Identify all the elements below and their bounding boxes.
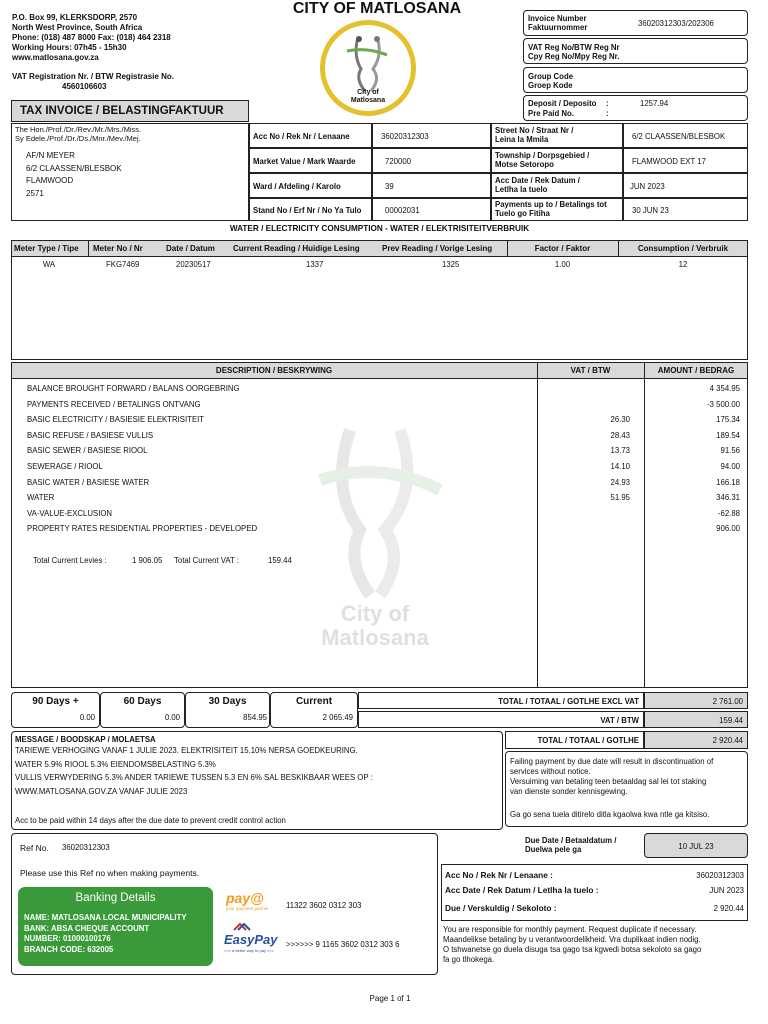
payments-label-cell: Payments up to / Betalings tot Tuelo go Fitiha [491, 198, 623, 221]
amount-header: AMOUNT / BEDRAG [657, 366, 735, 375]
charge-amount: 166.18 [716, 477, 740, 487]
remit-acc-date-value: JUN 2023 [709, 886, 744, 895]
charge-amount: 906.00 [716, 524, 740, 534]
charge-vat: 24.93 [610, 477, 630, 487]
invoice-number-box [523, 10, 748, 36]
aging-current [270, 692, 358, 728]
city-logo [320, 20, 416, 116]
due-date-value: 10 JUL 23 [678, 842, 714, 851]
customer-address-box [11, 123, 249, 221]
charge-description: BASIC WATER / BASIESE WATER [27, 477, 150, 487]
easypay-arrows-icon [232, 922, 252, 932]
aging-value: 2 065.49 [322, 713, 353, 722]
grand-total-value-cell: 2 920.44 [644, 731, 748, 749]
charge-description: VA-VALUE-EXCLUSION [27, 508, 113, 518]
date-header: Date / Datum [166, 244, 215, 253]
vat-header: VAT / BTW [570, 366, 611, 375]
remit-due-value: 2 920.44 [713, 904, 744, 913]
logo-text-line: Matlosana [350, 97, 386, 104]
bank-account-number: NUMBER: 01000100176 [24, 934, 111, 943]
street-value-cell: 6/2 CLAASSEN/BLESBOK [623, 123, 748, 148]
address-line: P.O. Box 99, KLERKSDORP, 2570 [12, 13, 138, 22]
total-excl-vat-label-cell: TOTAL / TOTAAL / GOTLHE EXCL VAT [358, 692, 644, 709]
ward-value-cell: 39 [372, 173, 491, 198]
invoice-title: TAX INVOICE / BELASTINGFAKTUUR [11, 100, 249, 122]
meter-type-header: Meter Type / Tipe [14, 244, 79, 253]
street-label-cell: Street No / Straat Nr / Leina la Mmila [491, 123, 623, 148]
warning-text: Failing payment by due date will result in discontinuation of services without notice. Versuiming van betaling teen betaaldag sal lei tot staking van dienste sonder kennisgewing. [510, 757, 714, 796]
charge-description: BASIC REFUSE / BASIESE VULLIS [27, 430, 154, 440]
vat-total-label-cell: VAT / BTW [358, 711, 644, 728]
remit-due-label: Due / Verskuldig / Sekoloto : [445, 903, 557, 913]
working-hours: Working Hours: 07h45 - 15h30 [12, 43, 127, 52]
deposit-box [523, 95, 748, 121]
title-options: The Hon./Prof./Dr./Rev./Mr./Mrs./Miss. Sy Edele./Prof./Dr./Ds./Mnr./Mev./Mej. [15, 125, 142, 143]
website: www.matlosana.gov.za [12, 53, 99, 62]
current-reading-header: Current Reading / Huidige Lesing [233, 244, 360, 253]
group-code-label: Group Code Groep Kode [528, 72, 574, 90]
stand-value-cell: 00002031 [372, 198, 491, 221]
ward-label-cell: Ward / Afdeling / Karolo [249, 173, 372, 198]
acc-date-label-cell: Acc Date / Rek Datum / Letlha la tuelo [491, 173, 623, 198]
township-label-cell: Township / Dorpsgebied / Motse Setoropo [491, 148, 623, 173]
consumption-header: Consumption / Verbruik [637, 244, 729, 253]
total-vat-value: 159.44 [268, 556, 292, 565]
vat-reg-label: VAT Reg No/BTW Reg Nr Cpy Reg No/Mpy Reg Nr. [528, 43, 620, 61]
charge-vat: 26.30 [610, 415, 630, 425]
charge-description: BALANCE BROUGHT FORWARD / BALANS OORGEBRING [27, 384, 240, 393]
charge-amount: 91.56 [720, 446, 740, 456]
easypay-tagline: >>> a better way to pay >>> [224, 948, 275, 953]
customer-suburb: FLAMWOOD [26, 176, 74, 185]
phone-fax: Phone: (018) 487 8000 Fax: (018) 464 2318 [12, 33, 171, 42]
deposit-colon: : [606, 99, 609, 108]
meter-type: WA [42, 260, 56, 269]
bank-branch-code: BRANCH CODE: 632005 [24, 944, 114, 954]
watermark-dancers-icon [290, 410, 460, 600]
deposit-label: Deposit / Deposito [528, 99, 597, 108]
logo-text-line: City of [357, 89, 379, 96]
payat-number: 11322 3602 0312 303 [286, 901, 362, 910]
charge-amount: 175.34 [716, 415, 740, 425]
acc-no-value-cell: 36020312303 [372, 123, 491, 148]
aging-value: 0.00 [164, 713, 180, 722]
deposit-value: 1257.94 [640, 99, 669, 108]
easypay-number: >>>>>> 9 1165 3602 0312 303 6 [286, 940, 400, 949]
vat-reg-box [523, 38, 748, 64]
payment-warning-box [505, 751, 748, 827]
stand-label-cell: Stand No / Erf Nr / No Ya Tulo [249, 198, 372, 221]
invoice-number-label: Invoice Number Faktuurnommer [528, 14, 588, 32]
charge-description: WATER [27, 493, 55, 503]
due-date-box [644, 833, 748, 858]
charge-amount: -62.88 [717, 508, 740, 518]
payments-value-cell: 30 JUN 23 [623, 198, 748, 221]
message-body: TARIEWE VERHOGING VANAF 1 JULIE 2023. ELEKTRISITEIT 15.10% NERSA GOEDKEURING. WATER 5.9% RIOOL 5.3% EIENDOMSBELASTING 5.3% VULLIS VERWYDERING 5.3% ANDER TARIEWE TUSSEN 5.3 EN 6% SAL BESKIKBAAR WEES OP : WWW.MATLOSANA.GOV.ZA VANAF JULIE 2023 [15, 746, 373, 796]
charge-amount: -3 500.00 [707, 399, 740, 409]
message-title: MESSAGE / BOODSKAP / MOLAETSA [15, 735, 156, 744]
prev-reading-header: Prev Reading / Vorige Lesing [382, 244, 493, 253]
page-number: Page 1 of 1 [369, 994, 411, 1003]
banking-details-lines [24, 913, 187, 955]
divider [88, 240, 89, 257]
customer-name: AF/N MEYER [26, 151, 75, 160]
watermark-logo [290, 410, 460, 600]
total-vat-label: Total Current VAT : [174, 556, 239, 565]
meter-table [11, 240, 748, 360]
bank-account-name: NAME: MATLOSANA LOCAL MUNICIPALITY [24, 913, 187, 922]
charge-amount: 94.00 [720, 462, 740, 471]
logo-text [325, 89, 411, 105]
charge-description: PROPERTY RATES RESIDENTIAL PROPERTIES - DEVELOPED [27, 524, 258, 534]
total-levies-label: Total Current Levies : [33, 556, 107, 565]
current-reading: 1337 [306, 260, 324, 269]
vat-total-value-cell: 159.44 [644, 711, 748, 728]
charge-description: BASIC ELECTRICITY / BASIESIE ELEKTRISITEIT [27, 415, 205, 425]
charge-vat: 14.10 [610, 462, 630, 471]
invoice-number: 36020312303/202306 [638, 19, 714, 28]
aging-value: 0.00 [79, 713, 95, 722]
ref-label: Ref No. [20, 843, 49, 853]
municipal-address [12, 13, 171, 63]
warning-tswana: Ga go sena tuela ditirelo ditla kgaolwa kwa ntle ga kitsiso. [510, 810, 710, 819]
payat-logo-text: pay@ [226, 890, 264, 906]
remit-acc-value: 36020312303 [696, 871, 744, 880]
aging-label: 90 Days + [32, 696, 79, 707]
city-title: CITY OF MATLOSANA [292, 0, 462, 17]
charge-vat: 28.43 [610, 430, 630, 440]
amount-column-divider [644, 362, 645, 688]
reading-date: 20230517 [176, 260, 211, 269]
bank-name: BANK: ABSA CHEQUE ACCOUNT [24, 923, 150, 933]
responsibility-note: You are responsible for monthly payment. Request duplicate if necessary. Maandelikse betaling by u verantwoordelikheid. Vra duplikaat indien nodig. O tshwanetse go duela disuga tsa gago tsa kgwedi botsa sekoloto sa gago fa go tlhokega. [443, 925, 702, 964]
total-levies-value: 1 906.05 [132, 556, 163, 565]
total-excl-vat-value-cell: 2 761.00 [644, 692, 748, 709]
aging-label: 60 Days [123, 696, 162, 707]
vat-column-divider [537, 362, 538, 688]
prev-reading: 1325 [442, 260, 460, 269]
customer-postal: 2571 [26, 188, 44, 198]
charge-amount: 4 354.95 [709, 384, 740, 393]
due-date-label: Due Date / Betaaldatum / Duelwa pele ga [525, 836, 617, 854]
customer-details [26, 150, 122, 200]
payat-logo [226, 890, 269, 911]
credit-control-note: Acc to be paid within 14 days after the due date to prevent credit control action [15, 816, 286, 825]
acc-date-value-cell: JUN 2023 [623, 173, 748, 198]
watermark-text: City of Matlosana [321, 601, 429, 650]
consumption: 12 [678, 260, 688, 269]
grand-total-label-cell: TOTAL / TOTAAL / GOTLHE [505, 731, 644, 749]
payat-tagline: your payment partner [226, 906, 269, 911]
easypay-logo-text: EasyPay [224, 932, 278, 947]
charge-vat: 13.73 [610, 446, 630, 456]
message-box [11, 731, 503, 830]
township-value-cell: FLAMWOOD EXT 17 [623, 148, 748, 173]
aging-90-days [11, 692, 100, 728]
vat-registration [12, 72, 174, 92]
prepaid-label: Pre Paid No. [528, 109, 574, 118]
payment-instruction: Please use this Ref no when making payments. [20, 868, 200, 878]
charge-description: PAYMENTS RECEIVED / BETALINGS ONTVANG [27, 399, 201, 409]
aging-label: 30 Days [208, 696, 247, 707]
market-value-label-cell: Market Value / Mark Waarde [249, 148, 372, 173]
banking-details-panel [18, 887, 213, 966]
charge-amount: 346.31 [716, 493, 740, 503]
remit-acc-label: Acc No / Rek Nr / Lenaane : [445, 870, 553, 880]
meter-no: FKG7469 [106, 260, 140, 269]
address-line: North West Province, South Africa [12, 23, 143, 32]
acc-no-label-cell: Acc No / Rek Nr / Lenaane [249, 123, 372, 148]
vat-registration-label: VAT Registration Nr. / BTW Registrasie No. [12, 72, 174, 81]
group-code-box [523, 67, 748, 93]
charge-description: SEWERAGE / RIOOL [27, 462, 103, 471]
remit-acc-date-label: Acc Date / Rek Datum / Letlha la tuelo : [445, 885, 599, 895]
meter-no-header: Meter No / Nr [93, 244, 143, 253]
aging-value: 854.95 [243, 713, 267, 722]
consumption-section-title: WATER / ELECTRICITY CONSUMPTION - WATER / ELEKTRISITEITVERBRUIK [229, 224, 530, 233]
ref-value: 36020312303 [62, 843, 110, 852]
factor: 1.00 [554, 260, 571, 269]
market-value-cell: 720000 [372, 148, 491, 173]
charge-amount: 189.54 [716, 430, 740, 440]
aging-60-days [100, 692, 185, 728]
charge-description: BASIC SEWER / BASIESE RIOOL [27, 446, 148, 456]
charge-vat: 51.95 [610, 493, 630, 503]
vat-registration-number: 4560106603 [62, 82, 107, 91]
payment-reference-box [11, 833, 438, 975]
banking-details-title: Banking Details [75, 892, 156, 904]
remittance-summary [441, 864, 748, 921]
prepaid-colon: : [606, 109, 609, 118]
factor-header: Factor / Faktor [534, 244, 591, 253]
aging-label: Current [295, 696, 333, 707]
aging-30-days [185, 692, 270, 728]
description-header: DESCRIPTION / BESKRYWING [215, 366, 333, 375]
customer-street: 6/2 CLAASSEN/BLESBOK [26, 163, 122, 173]
